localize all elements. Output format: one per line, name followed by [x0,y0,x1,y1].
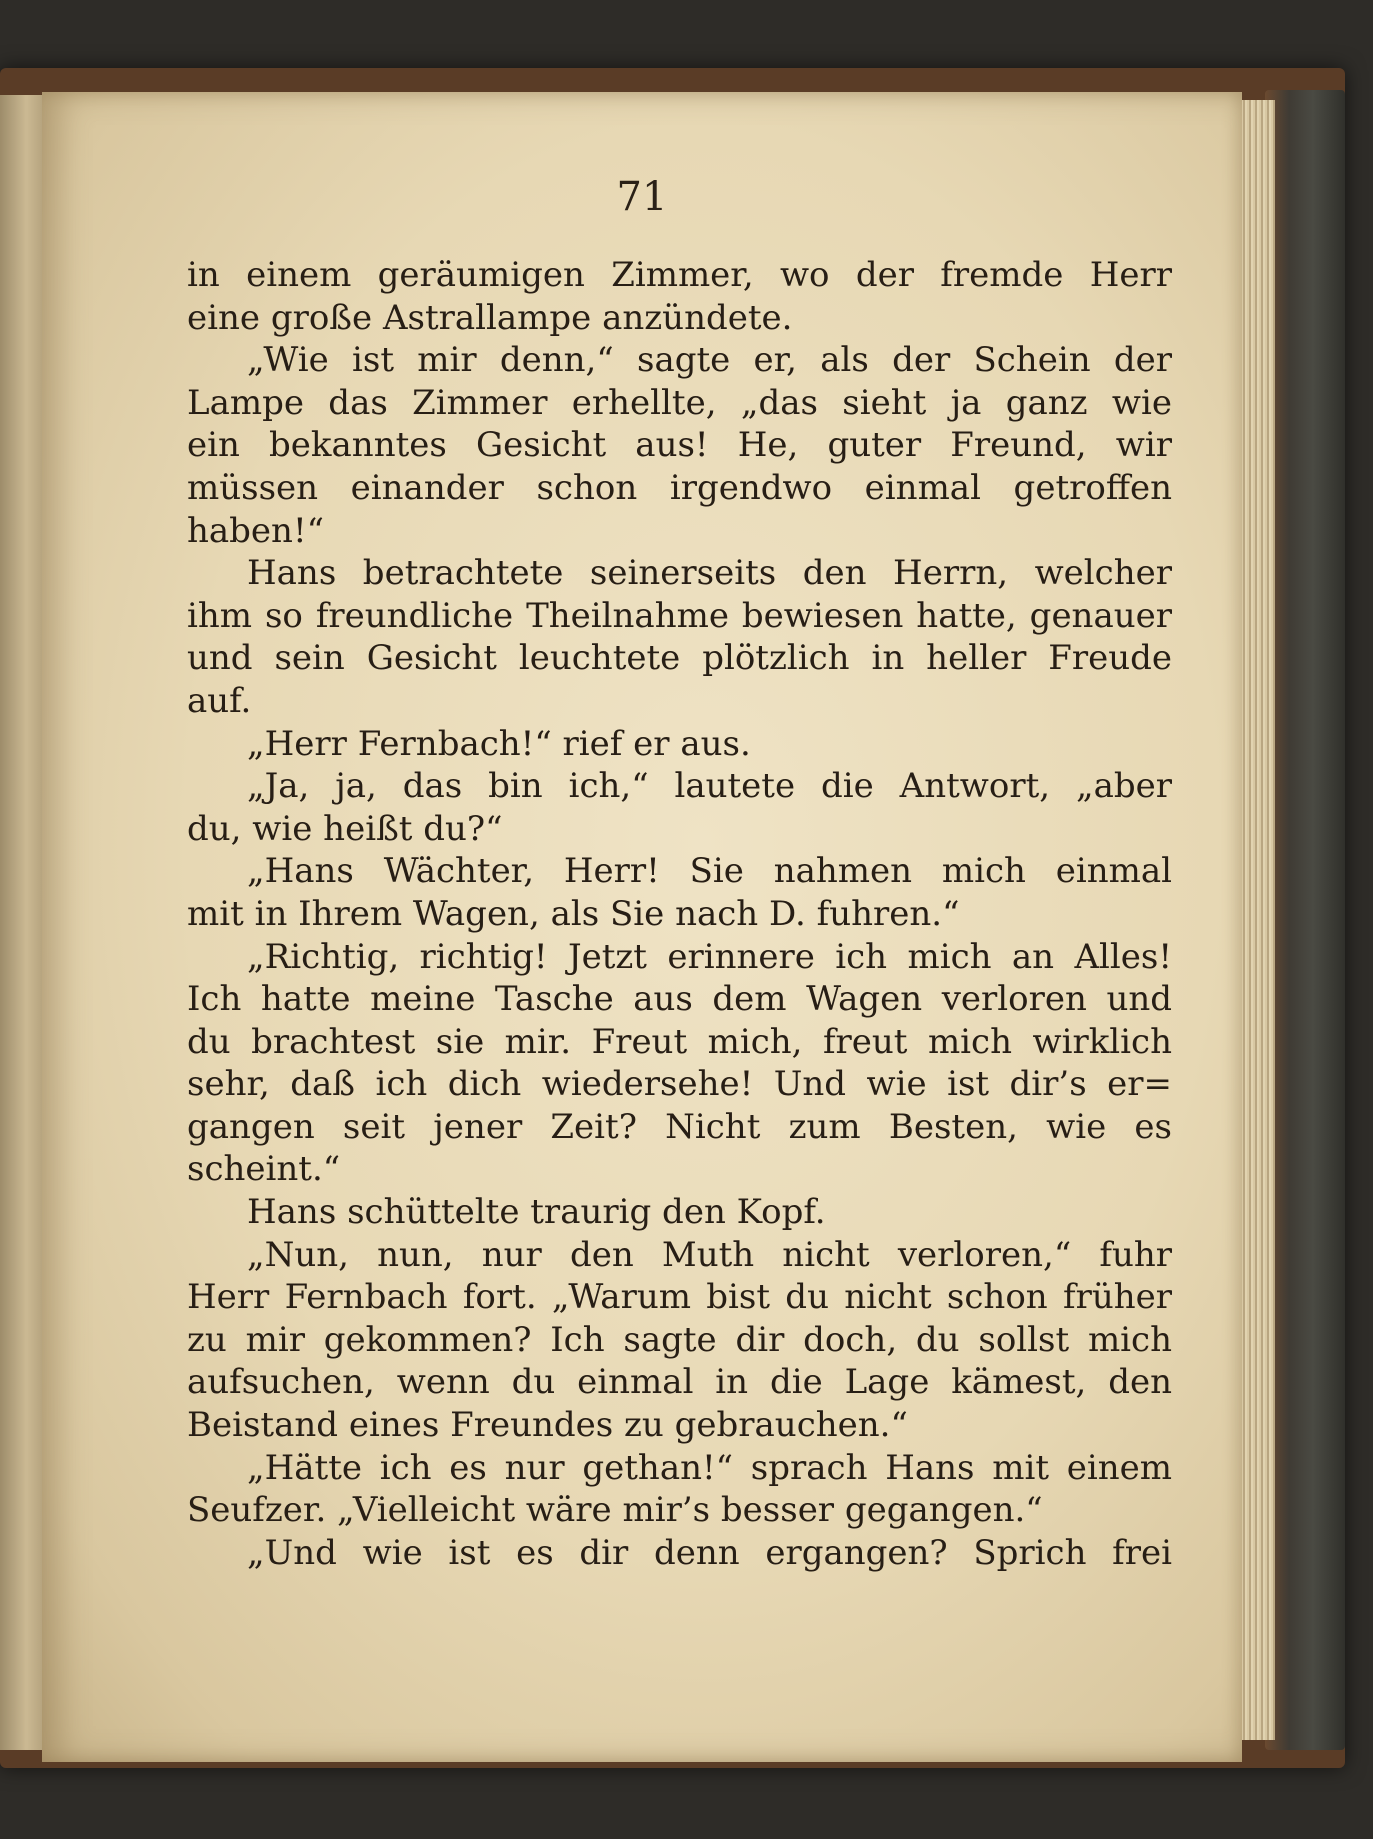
text-line: „Nun, nun, nur den Muth nicht verloren,“ fuhr [247,1234,1172,1275]
text-line: du, wie heißt du?“ [187,808,503,849]
text-line: Beistand eines Freundes zu gebrauchen.“ [187,1405,908,1446]
text-line: ihm so freundliche Theilnahme bewiesen hatte, genauer [187,595,1172,636]
text-line: eine große Astrallampe anzündete. [187,297,793,338]
text-line: mit in Ihrem Wagen, als Sie nach D. fuhren.“ [187,893,960,934]
cover-edge [1265,90,1345,1750]
text-line: in einem geräumigen Zimmer, wo der fremde Herr [187,255,1172,295]
text-line: Seufzer. „Vielleicht wäre mir’s besser gegangen.“ [187,1490,1043,1531]
text-line: sehr, daß ich dich wiedersehe! Und wie ist dir’s er= [187,1064,1172,1105]
left-page-edge [0,95,44,1750]
page-number: 71 [616,174,668,220]
text-line: ein bekanntes Gesicht aus! He, guter Freund, wir [187,425,1172,466]
text-line: Ich hatte meine Tasche aus dem Wagen verloren und [187,979,1172,1020]
text-line: aufsuchen, wenn du einmal in die Lage kämest, den [187,1362,1172,1403]
text-line: Hans betrachtete seinerseits den Herrn, welcher [247,553,1172,594]
text-line: zu mir gekommen? Ich sagte dir doch, du sollst mich [187,1319,1172,1360]
text-line: du brachtest sie mir. Freut mich, freut mich wirklich [187,1021,1172,1062]
page-text [187,254,1172,1574]
text-line: gangen seit jener Zeit? Nicht zum Besten, wie es [187,1106,1172,1147]
text-line: „Hätte ich es nur gethan!“ sprach Hans mit einem [247,1447,1172,1488]
text-line: „Richtig, richtig! Jetzt erinnere ich mich an Alles! [247,936,1172,977]
text-line: „Und wie ist es dir denn ergangen? Sprich frei [247,1532,1172,1573]
text-line: haben!“ [187,510,324,551]
text-line: auf. [187,680,252,721]
text-line: und sein Gesicht leuchtete plötzlich in heller Freude [187,638,1172,679]
text-line: scheint.“ [187,1149,341,1190]
text-line: „Herr Fernbach!“ rief er aus. [247,723,751,764]
text-line: Hans schüttelte traurig den Kopf. [247,1192,826,1233]
book-page [42,92,1242,1762]
text-line: „Hans Wächter, Herr! Sie nahmen mich einmal [247,851,1172,892]
text-line: Lampe das Zimmer erhellte, „das sieht ja ganz wie [187,382,1172,423]
text-line: „Ja, ja, das bin ich,“ lautete die Antwort, „aber [247,766,1172,807]
text-line: „Wie ist mir denn,“ sagte er, als der Schein der [247,340,1172,381]
text-line: Herr Fernbach fort. „Warum bist du nicht schon früher [187,1277,1172,1318]
text-line: müssen einander schon irgendwo einmal getroffen [187,467,1172,508]
